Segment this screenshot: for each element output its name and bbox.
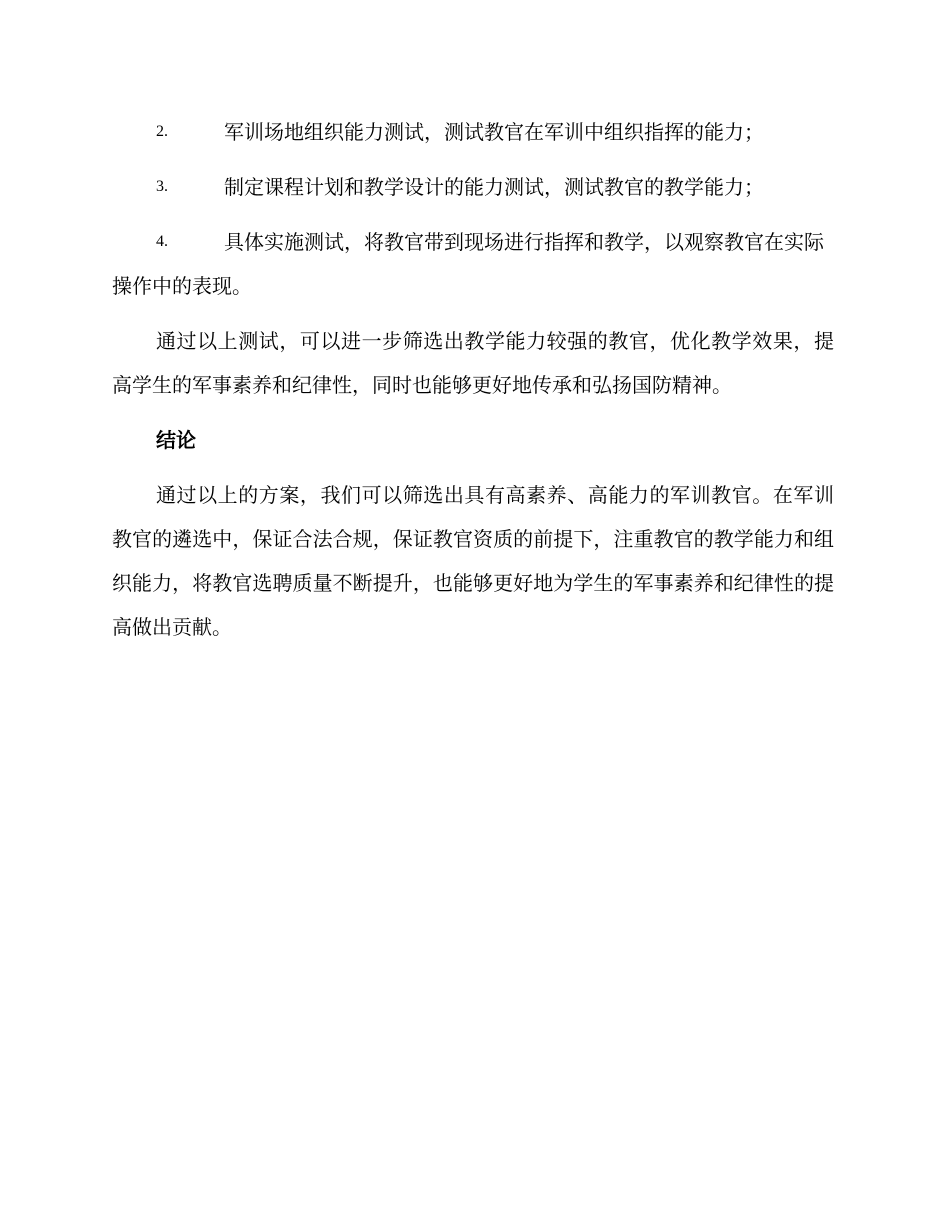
list-item-number: 2. <box>156 123 168 140</box>
section-heading-conclusion: 结论 <box>156 428 196 452</box>
list-item <box>112 220 834 308</box>
list-item <box>112 110 834 154</box>
list-item <box>112 165 834 209</box>
conclusion-paragraph: 通过以上的方案，我们可以筛选出具有高素养、高能力的军训教官。在军训教官的遴选中，保证合法合规，保证教官资质的前提下，注重教官的教学能力和组织能力，将教官选聘质量不断提升，也能够更好地为学生的军事素养和纪律性的提高做出贡献。 <box>112 483 834 639</box>
list-item-text: 具体实施测试，将教官带到现场进行指挥和教学，以观察教官在实际操作中的表现。 <box>112 230 824 298</box>
body-paragraph: 通过以上测试，可以进一步筛选出教学能力较强的教官，优化教学效果，提高学生的军事素养和纪律性，同时也能够更好地传承和弘扬国防精神。 <box>112 329 834 397</box>
list-item-text: 制定课程计划和教学设计的能力测试，测试教官的教学能力； <box>224 175 764 199</box>
list-item-number: 3. <box>156 178 168 195</box>
list-item-text: 军训场地组织能力测试，测试教官在军训中组织指挥的能力； <box>224 120 764 144</box>
list-item-number: 4. <box>156 233 168 250</box>
document-page <box>112 110 834 649</box>
